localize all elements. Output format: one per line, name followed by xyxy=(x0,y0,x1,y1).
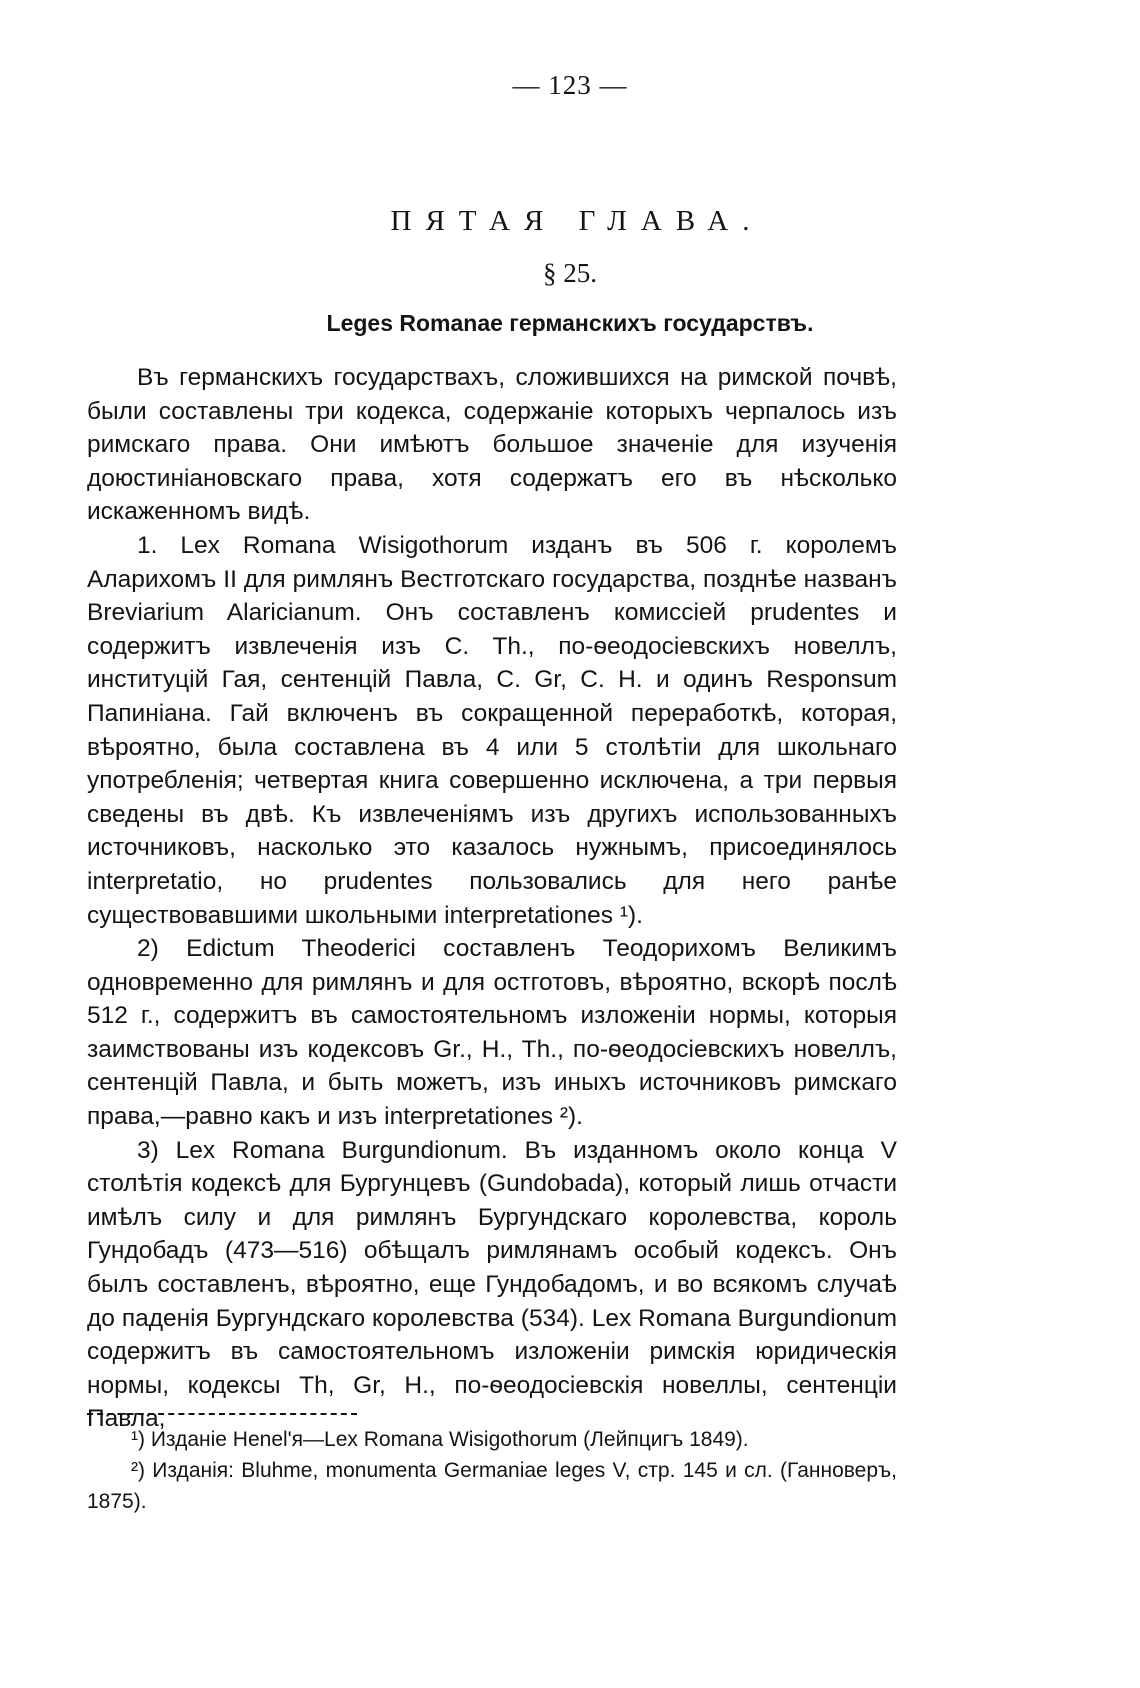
paragraph-edictum-theoderici: 2) Edictum Theoderici составленъ Теодорихомъ Великимъ одновременно для римлянъ и для остготовъ, вѣроятно, вскорѣ послѣ 512 г., содержитъ въ самостоятельномъ изложеніи нормы, которыя заимствованы изъ кодексовъ Gr., H., Th., по-ѳеодосіевскихъ новеллъ, сентенцій Павла, и быть можетъ, изъ иныхъ источниковъ римскаго права,—равно какъ и изъ interpretationes ²). xyxy=(87,935,897,1131)
paragraph-lex-romana-wisigothorum: 1. Lex Romana Wisigothorum изданъ въ 506 г. королемъ Аларихомъ II для римлянъ Вестготскаго государства, позднѣе названъ Breviarium Alaricianum. Онъ составленъ комиссіей prudentes и содержитъ извлеченія изъ C. Th., по-ѳеодосіевскихъ новеллъ, институцій Гая, сентенцій Павла, C. Gr, C. H. и одинъ Responsum Папиніана. Гай включенъ въ сокращенной переработкѣ, которая, вѣроятно, была составлена въ 4 или 5 столѣтіи для школьнаго употребленія; четвертая книга совершенно исключена, а три первыя сведены въ двѣ. Къ извлеченіямъ изъ другихъ использованныхъ источниковъ, насколько это казалось нужнымъ, присоединялось interpretatio, но prudentes пользовались для него ранѣе существовавшими школьными interpretationes ¹). xyxy=(87,531,897,929)
paragraph-lex-romana-burgundionum: 3) Lex Romana Burgundionum. Въ изданномъ около конца V столѣтія кодексѣ для Бургунцевъ (Gundobada), который лишь отчасти имѣлъ силу и для римлянъ Бургундскаго королевства, король Гундобадъ (473—516) обѣщалъ римлянамъ особый кодексъ. Онъ былъ составленъ, вѣроятно, еще Гундобадомъ, и во всякомъ случаѣ до паденія Бургундскаго королевства (534). Lex Romana Burgundionum содержитъ въ самостоятельномъ изложеніи римскія юридическія нормы, кодексы Th, Gr, H., по-ѳеодосіевскія новеллы, сентенціи Павла, xyxy=(87,1136,897,1433)
footnotes xyxy=(87,1424,897,1517)
section-title: Leges Romanae германскихъ государствъ. xyxy=(326,310,814,336)
footnote-2: ²) Изданія: Bluhme, monumenta Germaniae leges V, стр. 145 и сл. (Ганноверъ, 1875). xyxy=(87,1459,897,1513)
section-number: § 25. xyxy=(543,258,597,288)
footnote-1: ¹) Изданіе Henel'я—Lex Romana Wisigothorum (Лейпцигъ 1849). xyxy=(131,1428,749,1451)
footnote-divider xyxy=(87,1413,357,1415)
paragraph-intro: Въ германскихъ государствахъ, сложившихся на римской почвѣ, были составлены три кодекса, содержаніе которыхъ черпалось изъ римскаго права. Они имѣютъ большое значеніе для изученія доюстиніановскаго права, хотя содержатъ его въ нѣсколько искаженномъ видѣ. xyxy=(87,364,897,526)
body-text xyxy=(87,361,897,1436)
page-number: — 123 — xyxy=(512,70,628,100)
chapter-heading: ПЯТАЯ ГЛАВА. xyxy=(390,205,764,237)
